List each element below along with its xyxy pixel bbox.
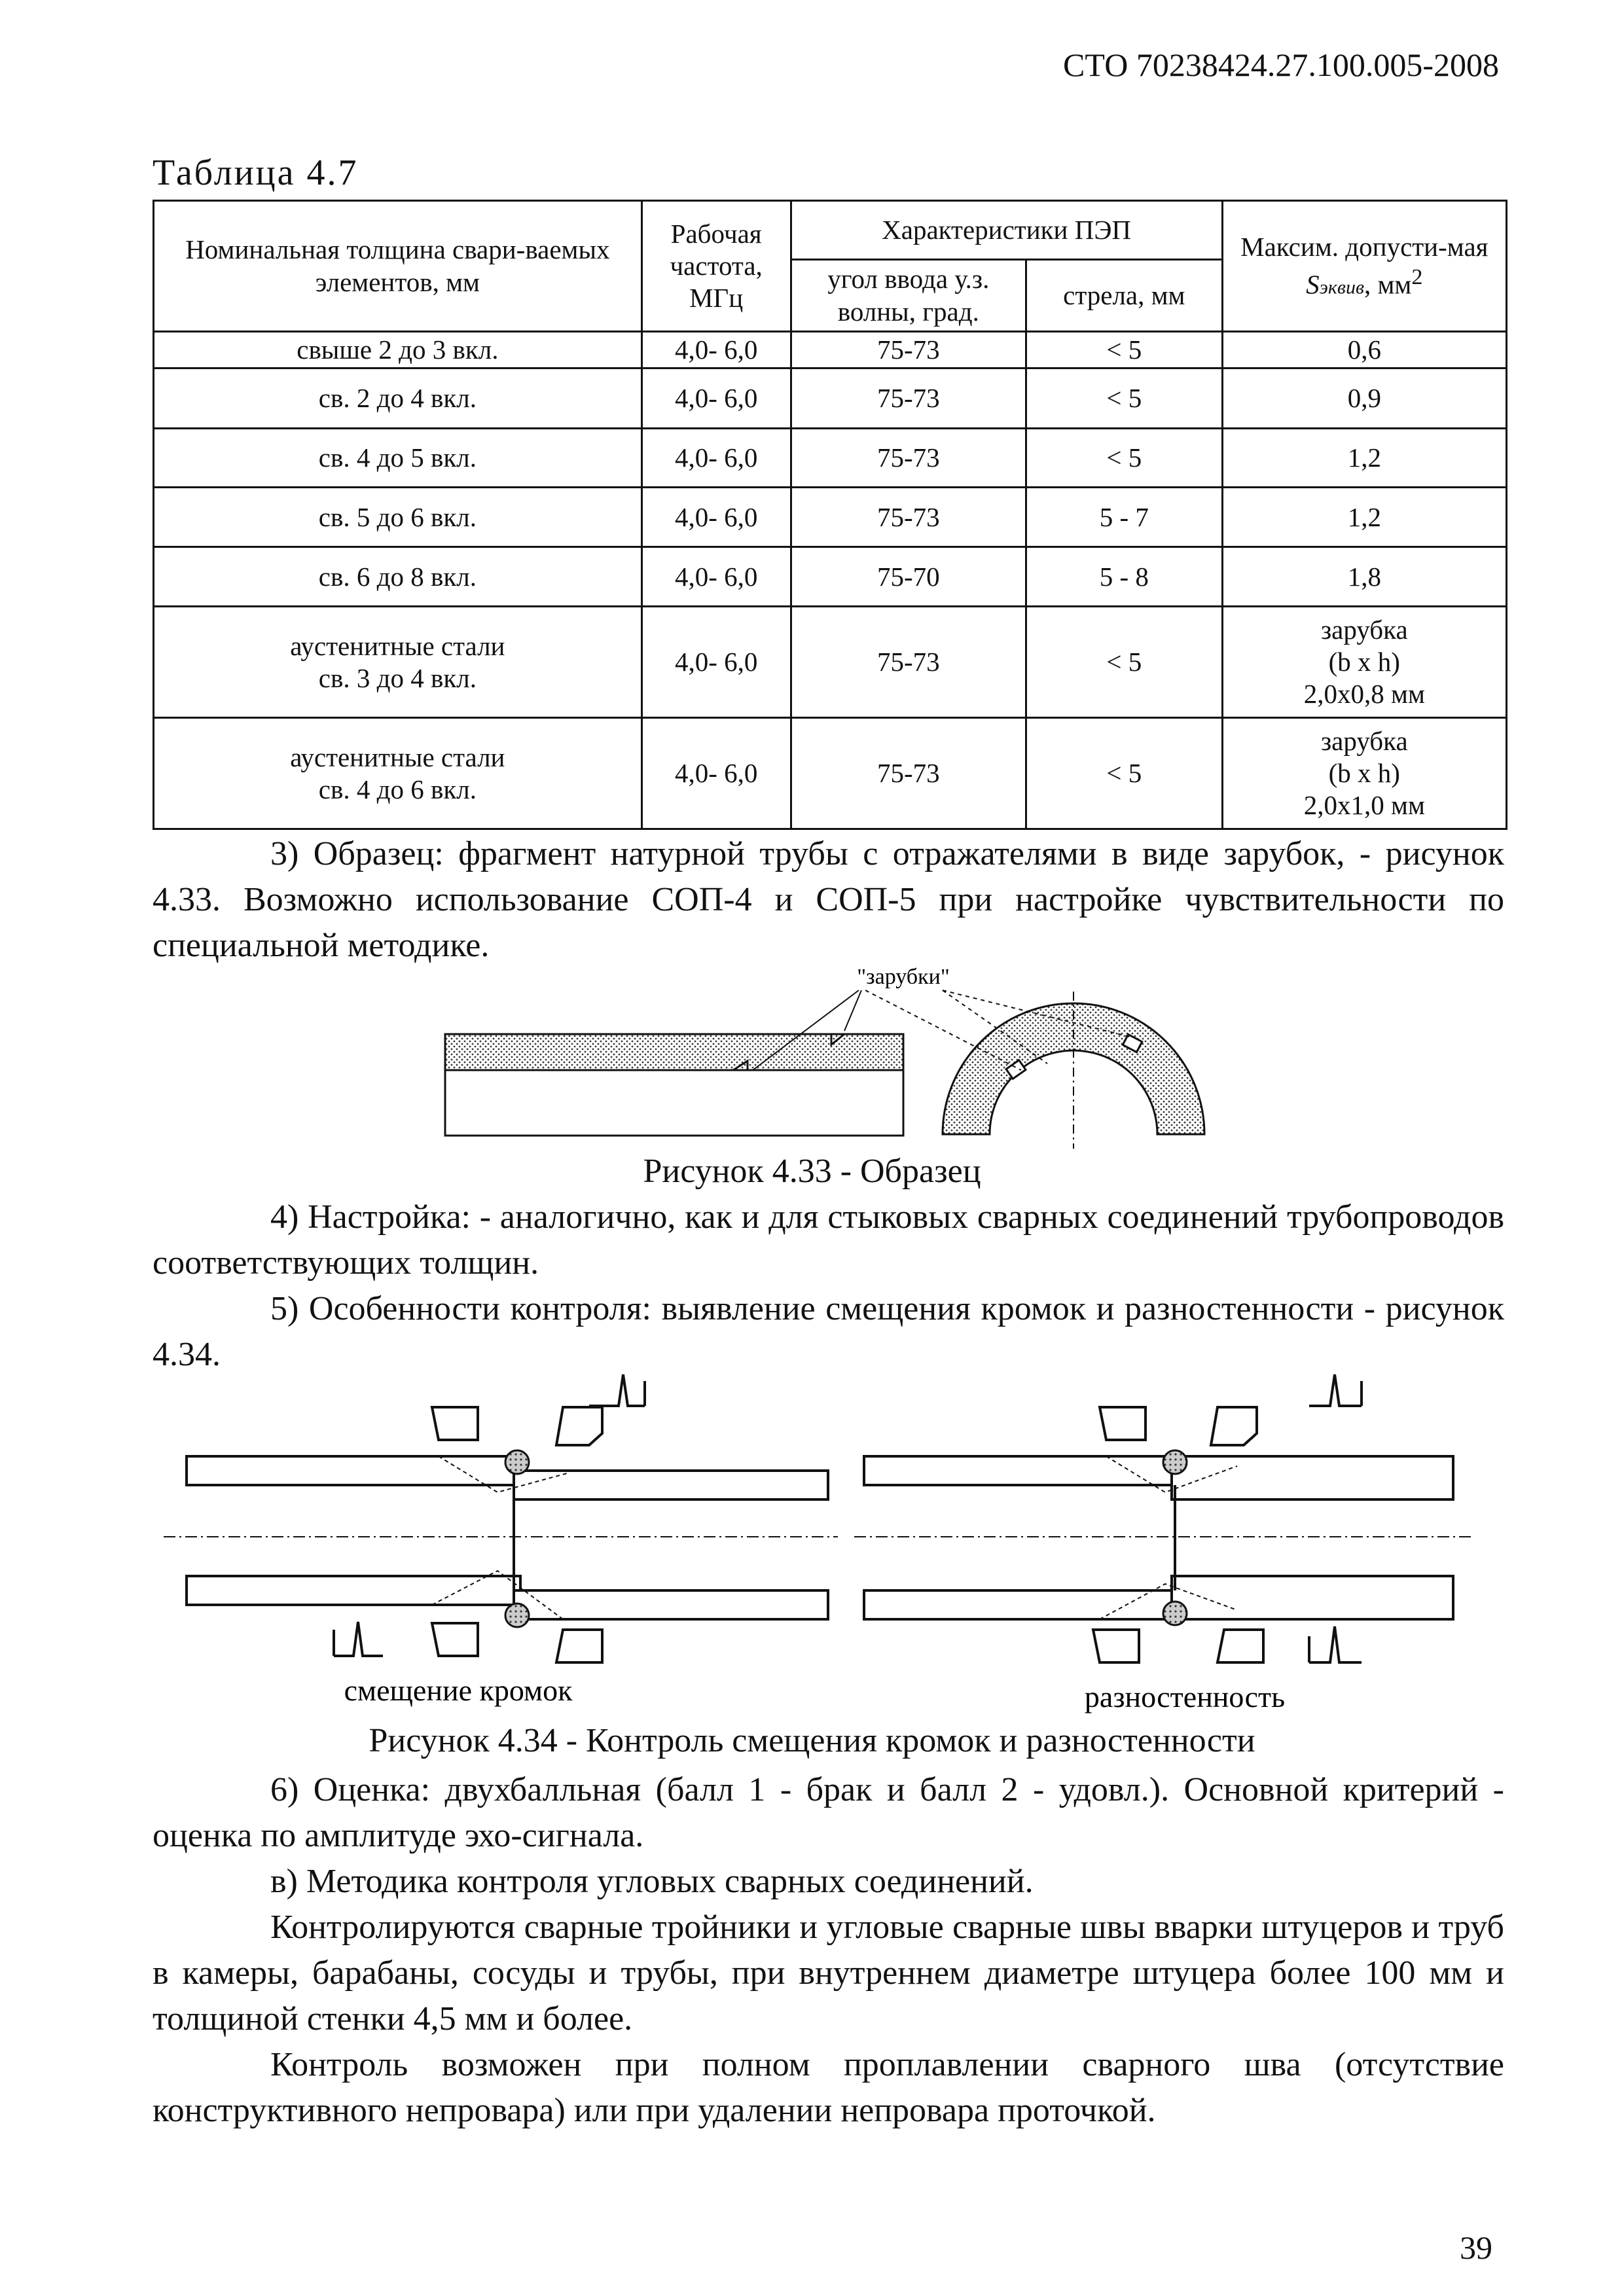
- echo-signal-icon: [589, 1374, 645, 1406]
- paragraph-features: 5) Особенности контроля: выявление смещения кромок и разностенности - рисунок 4.34.: [153, 1290, 1504, 1373]
- header-max-area: Максим. допусти-мая Sэквив, $мм^2$: [1222, 201, 1506, 332]
- echo-signal-icon: [1309, 1374, 1362, 1406]
- probe-characteristics-table: [153, 200, 1507, 830]
- table-caption: Таблица 4.7: [153, 152, 359, 193]
- table-row: св. 5 до 6 вкл. 4,0- 6,0 75-73 5 - 7 1,2: [154, 488, 1507, 547]
- pipe-misalignment-diagram: [164, 1374, 838, 1707]
- document-id: СТО 70238424.27.100.005-2008: [1063, 46, 1499, 83]
- page-number: 39: [1460, 2229, 1492, 2266]
- pipe-wall-difference-diagram: [854, 1374, 1473, 1713]
- probe-icon: [556, 1407, 602, 1445]
- sample-plate: [445, 1034, 903, 1070]
- paragraph-evaluation: 6) Оценка: двухбалльная (балл 1 - брак и балл 2 - удовл.). Основной критерий - оценка по амплитуде эхо-сигнала.: [153, 1771, 1504, 1854]
- paragraph-control-conditions: Контроль возможен при полном проплавлении сварного шва (отсутствие конструктивного непровара) или при удалении непровара проточкой.: [153, 2046, 1504, 2129]
- probe-icon: [1218, 1630, 1263, 1662]
- header-probe-characteristics: Характеристики ПЭП: [791, 201, 1222, 260]
- echo-signal-icon: [1309, 1626, 1362, 1662]
- probe-icon: [1093, 1630, 1139, 1662]
- wall-difference-label: разностенность: [1084, 1680, 1286, 1713]
- header-arrow: стрела, мм: [1026, 260, 1223, 332]
- table-row: свыше 2 до 3 вкл. 4,0- 6,0 75-73 < 5 0,6: [154, 332, 1507, 368]
- header-frequency: Рабочая частота, МГц: [641, 201, 791, 332]
- figure-4-34-caption: Рисунок 4.34 - Контроль смещения кромок и разностенности: [369, 1722, 1255, 1759]
- paragraph-controlled-objects: Контролируются сварные тройники и угловые сварные швы вварки штуцеров и труб в камеры, барабаны, сосуды и трубы, при внутреннем диаметре штуцера более 100 мм и толщиной стенки 4,5 мм и более.: [153, 1909, 1504, 2037]
- notch-label: "зарубки": [857, 965, 950, 989]
- misalignment-label: смещение кромок: [344, 1674, 573, 1707]
- table-row: св. 6 до 8 вкл. 4,0- 6,0 75-70 5 - 8 1,8: [154, 547, 1507, 607]
- header-angle: угол ввода у.з. волны, град.: [791, 260, 1026, 332]
- probe-icon: [432, 1623, 478, 1656]
- probe-icon: [1100, 1407, 1146, 1440]
- probe-icon: [1211, 1407, 1257, 1445]
- table-row: св. 4 до 5 вкл. 4,0- 6,0 75-73 < 5 1,2: [154, 429, 1507, 488]
- paragraph-method-heading: в) Методика контроля угловых сварных соединений.: [270, 1863, 1034, 1900]
- table-row: аустенитные стали св. 3 до 4 вкл. 4,0- 6,0 75-73 < 5 зарубка (b x h) 2,0x0,8 мм: [154, 607, 1507, 718]
- table-row: св. 2 до 4 вкл. 4,0- 6,0 75-73 < 5 0,9: [154, 368, 1507, 429]
- header-thickness: Номинальная толщина свари-ваемых элементов, мм: [154, 201, 642, 332]
- probe-icon: [432, 1407, 478, 1440]
- paragraph-setup: 4) Настройка: - аналогично, как и для стыковых сварных соединений трубопроводов соответствующих толщин.: [153, 1198, 1504, 1282]
- paragraph-sample: 3) Образец: фрагмент натурной трубы с отражателями в виде зарубок, - рисунок 4.33. Возможно использование СОП-4 и СОП-5 при настройке чувствительности по специальной методике.: [153, 835, 1504, 964]
- figure-4-33-caption: Рисунок 4.33 - Образец: [643, 1153, 981, 1190]
- figure-4-33: [393, 959, 1244, 1155]
- probe-icon: [556, 1630, 602, 1662]
- echo-signal-icon: [334, 1622, 383, 1656]
- figure-4-34: [157, 1368, 1479, 1715]
- sample-base: [445, 1070, 903, 1136]
- table-row: аустенитные стали св. 4 до 6 вкл. 4,0- 6,0 75-73 < 5 зарубка (b x h) 2,0x1,0 мм: [154, 718, 1507, 829]
